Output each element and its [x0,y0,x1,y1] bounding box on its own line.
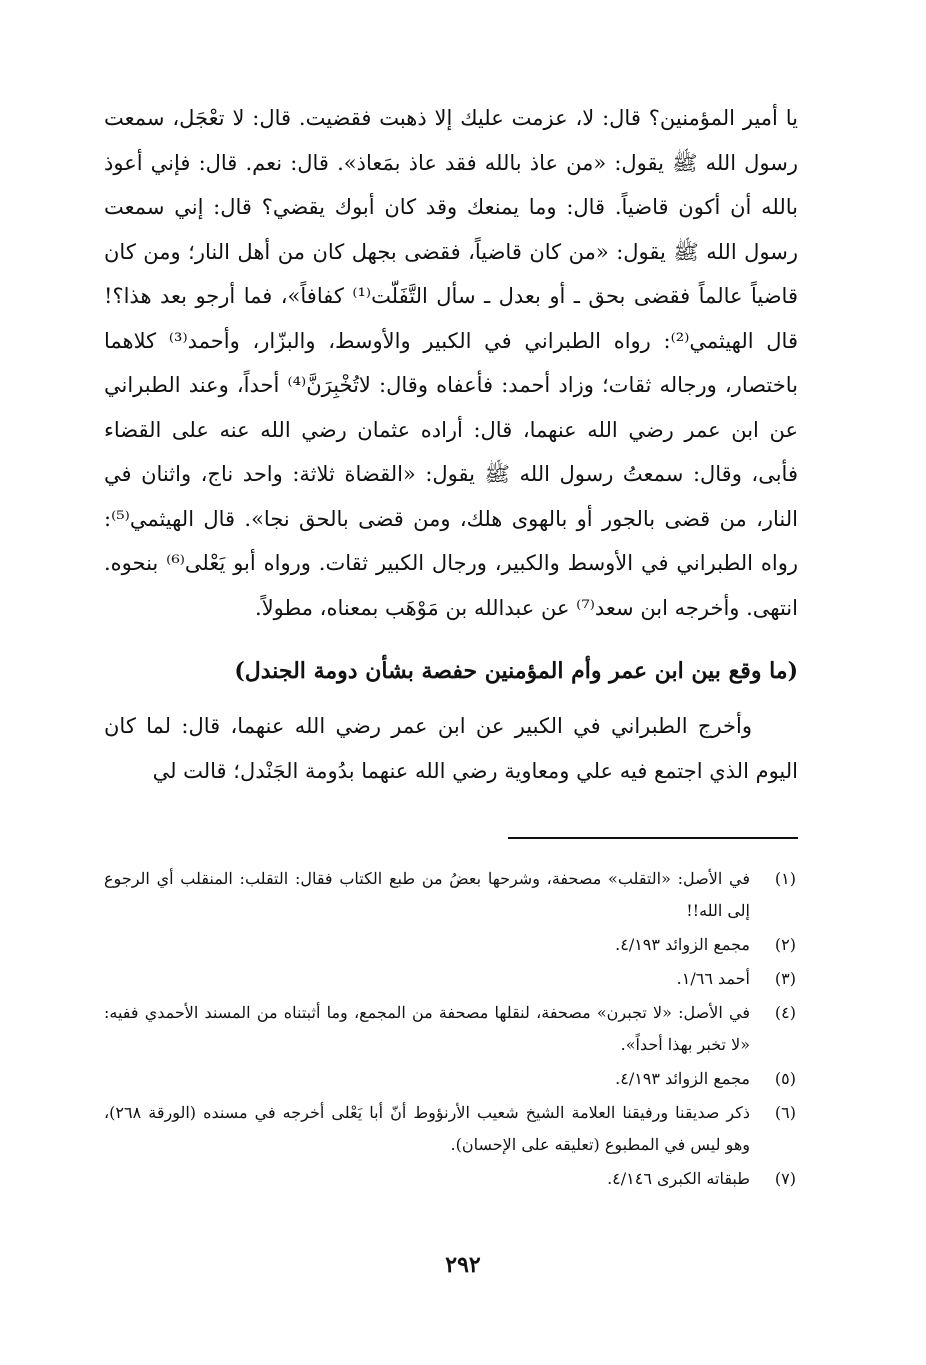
footnote-text: مجمع الزوائد ٤/١٩٣. [615,935,750,954]
footnote-separator [508,837,798,839]
footnote-text: في الأصل: «التقلب» مصحفة، وشرحها بعضُ من طبع الكتاب فقال: التقلب: المنقلب أي الرجوع إلى الله!! [104,869,750,920]
footnote-text: ذكر صديقنا ورفيقنا العلامة الشيخ شعيب الأرنؤوط أنّ أبا يَعْلى أخرجه في مسنده (الورقة ٢٦٨)، وهو ليس في المطبوع (تعليقه على الإحسان). [104,1103,750,1154]
footnote-number: (٢) [774,935,796,954]
footnote-separator-wrap [104,793,798,839]
section-heading: (ما وقع بين ابن عمر وأم المؤمنين حفصة بشأن دومة الجندل) [234,658,798,684]
footnote-number: (٦) [774,1103,796,1122]
footnote-number: (٥) [774,1069,796,1088]
footnote-number: (١) [774,869,796,888]
page-number: ٢٩٢ [445,1252,481,1278]
footnote-text: مجمع الزوائد ٤/١٩٣. [615,1069,750,1088]
footnote-2 [104,929,798,961]
footnote-number: (٧) [774,1169,796,1188]
footnote-6 [104,1097,798,1161]
footnote-4 [104,997,798,1061]
footnotes [104,863,798,1195]
footnote-number: (٣) [774,969,796,988]
footnote-number: (٤) [774,1003,796,1022]
body-paragraph-1: يا أمير المؤمنين؟ قال: لا، عزمت عليك إلا ذهبت فقضيت. قال: لا تعْجَل، سمعت رسول الله ﷺ يقول: «من عاذ بالله فقد عاذ بمَعاذ». قال: نعم. قال: فإني أعوذ بالله أن أكون قاضياً. قال: وما يمنعك وقد كان أبوك يقضي؟ قال: إني سمعت رسول الله ﷺ يقول: «من كان قاضياً، فقضى بجهل كان من أهل النار؛ ومن كان قاضياً عالماً فقضى بحق ـ أو بعدل ـ سأل التَّفَلّت⁽¹⁾ كفافاً»، فما أرجو بعد هذا؟! قال الهيثمي⁽²⁾: رواه الطبراني في الكبير والأوسط، والبزّار، وأحمد⁽³⁾ كلاهما باختصار، ورجاله ثقات؛ وزاد أحمد: فأعفاه وقال: لاتُخْبِرَنَّ⁽⁴⁾ أحداً، وعند الطبراني عن ابن عمر رضي الله عنهما، قال: أراده عثمان رضي الله عنه على القضاء فأبى، وقال: سمعتُ رسول الله ﷺ يقول: «القضاة ثلاثة: واحد ناج، واثنان في النار، من قضى بالجور أو بالهوى هلك، ومن قضى بالحق نجا». قال الهيثمي⁽⁵⁾: رواه الطبراني في الأوسط والكبير، ورجال الكبير ثقات. ورواه أبو يَعْلى⁽⁶⁾ بنحوه. انتهى. وأخرجه ابن سعد⁽⁷⁾ عن عبدالله بن مَوْهَب بمعناه، مطولاً. [104,106,798,620]
footnote-text: في الأصل: «لا تجبرن» مصحفة، لنقلها مصحفة من المجمع، وما أثبتناه من المسند الأحمدي ففيه: «لا تخبر بهذا أحداً». [104,1003,750,1054]
footnote-3 [104,963,798,995]
footnote-text: أحمد ١/٦٦. [676,969,750,988]
footnote-7 [104,1163,798,1195]
footnote-1 [104,863,798,927]
footnote-text: طبقاته الكبرى ٤/١٤٦. [607,1169,750,1188]
footnote-5 [104,1063,798,1095]
body-paragraph-2: وأخرج الطبراني في الكبير عن ابن عمر رضي الله عنهما، قال: لما كان اليوم الذي اجتمع فيه علي ومعاوية رضي الله عنهما بدُومة الجَنْدل؛ قالت لي [104,714,798,783]
main-text [104,96,798,793]
